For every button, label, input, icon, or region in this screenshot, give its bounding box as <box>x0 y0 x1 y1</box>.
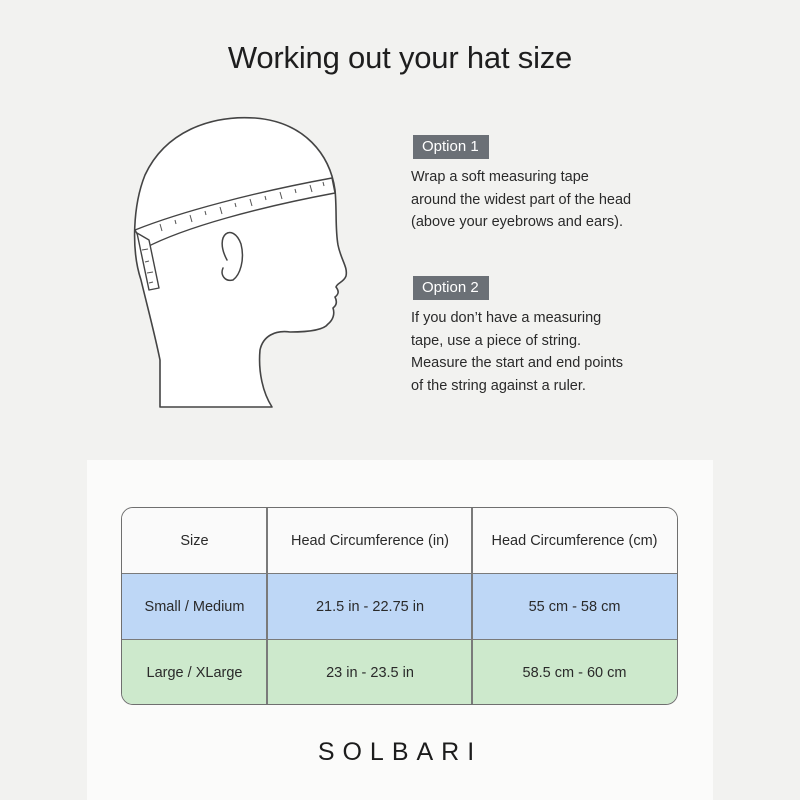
size-table <box>121 507 678 705</box>
table-row <box>122 640 677 705</box>
head-measuring-illustration <box>125 110 365 415</box>
table-row <box>122 574 677 639</box>
size-cell: Large / XLarge <box>146 664 243 681</box>
cm-cell: 55 cm - 58 cm <box>528 598 621 615</box>
table-divider <box>122 639 677 641</box>
table-divider <box>122 573 677 575</box>
option-1-text <box>411 166 691 234</box>
option-2-text <box>411 307 691 397</box>
option-2-line: of the string against a ruler. <box>411 377 586 394</box>
option-2-tag: Option 2 <box>413 276 489 300</box>
table-divider <box>266 508 268 704</box>
option-2-line: Measure the start and end points <box>411 355 623 371</box>
brand-logo: SOLBARI <box>317 738 483 766</box>
inches-cell: 21.5 in - 22.75 in <box>315 598 425 615</box>
option-1-line: Wrap a soft measuring tape <box>411 169 589 185</box>
option-1-line: (above your eyebrows and ears). <box>411 214 623 230</box>
cm-cell: 58.5 cm - 60 cm <box>522 664 627 681</box>
inches-cell: 23 in - 23.5 in <box>326 664 414 681</box>
option-1-line: around the widest part of the head <box>411 191 632 208</box>
option-2-line: tape, use a piece of string. <box>411 332 582 349</box>
option-2-line: If you don’t have a measuring <box>411 310 602 326</box>
header-cell-inches: Head Circumference (in) <box>291 532 449 549</box>
size-cell: Small / Medium <box>144 598 245 615</box>
page-title: Working out your hat size <box>227 40 573 75</box>
header-cell-cm: Head Circumference (cm) <box>491 532 658 549</box>
table-divider <box>471 508 473 704</box>
option-1-tag: Option 1 <box>413 135 489 159</box>
table-header-row <box>122 508 677 573</box>
header-cell-size: Size <box>180 532 209 549</box>
